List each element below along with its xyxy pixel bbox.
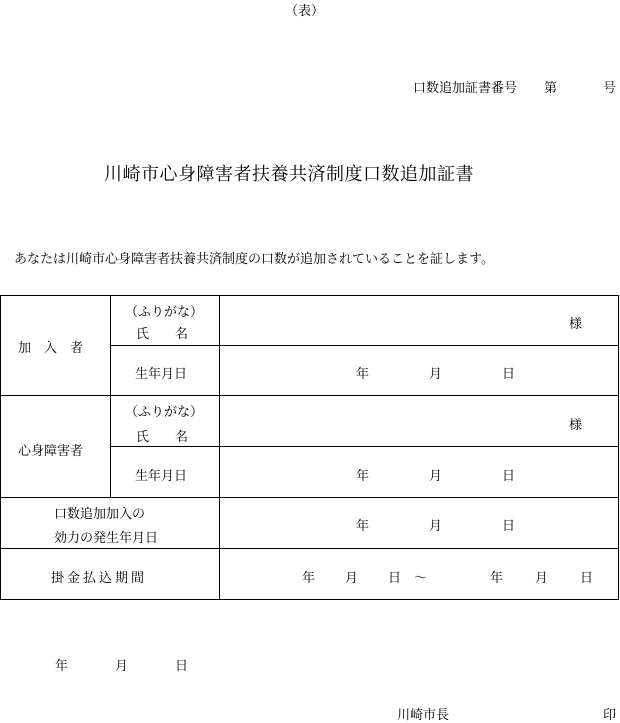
effective-label-line1: 口数追加加入の <box>54 507 146 522</box>
payment-to-year: 年 <box>490 571 504 586</box>
seal-mark: 印 <box>603 708 617 723</box>
table-line-disabled-mid <box>110 446 619 447</box>
table-line-row2 <box>0 497 619 498</box>
subscriber-dob-label: 生年月日 <box>135 367 188 382</box>
certificate-number-line <box>413 77 617 96</box>
table-line-subscriber-mid <box>110 345 619 346</box>
subscriber-group-label: 加 入 者 <box>18 341 84 356</box>
subscriber-dob-day: 日 <box>502 367 516 382</box>
table-line-row1 <box>0 395 619 396</box>
certificate-number-go: 号 <box>603 81 617 96</box>
table-line-label-divider <box>219 295 220 599</box>
certificate-table <box>0 295 619 600</box>
disabled-dob-month: 月 <box>429 469 443 484</box>
table-line-group-divider <box>110 295 111 497</box>
issue-date-year: 年 <box>55 659 69 674</box>
certificate-number-dai: 第 <box>544 81 558 96</box>
table-border-bottom <box>0 599 619 600</box>
payment-period-label: 掛金払込期間 <box>51 571 148 586</box>
mayor-title: 川崎市長 <box>397 708 450 723</box>
effective-month: 月 <box>429 519 443 534</box>
payment-from-day: 日 <box>388 571 402 586</box>
certification-statement: あなたは川崎市心身障害者扶養共済制度の口数が追加されていることを証します。 <box>14 252 494 267</box>
table-line-row3 <box>0 548 619 549</box>
table-border-left <box>0 295 1 600</box>
subscriber-name-label: 氏 名 <box>136 327 189 342</box>
side-label: （表） <box>285 4 325 19</box>
disabled-furigana-label: （ふりがな） <box>125 405 204 420</box>
table-border-top <box>0 295 619 296</box>
document-title: 川崎市心身障害者扶養共済制度口数追加証書 <box>104 164 474 185</box>
disabled-honorific: 様 <box>569 418 583 433</box>
payment-period-separator: ～ <box>414 571 428 586</box>
payment-from-month: 月 <box>345 571 359 586</box>
effective-label-line2: 効力の発生年月日 <box>54 531 159 546</box>
disabled-dob-label: 生年月日 <box>135 469 188 484</box>
certificate-number-label: 口数追加証書番号 <box>413 81 518 96</box>
subscriber-furigana-label: （ふりがな） <box>125 305 204 320</box>
disabled-dob-year: 年 <box>356 469 370 484</box>
disabled-name-label: 氏 名 <box>136 430 189 445</box>
issue-date-month: 月 <box>115 659 129 674</box>
disabled-dob-day: 日 <box>502 469 516 484</box>
issue-date-day: 日 <box>175 659 189 674</box>
payment-to-month: 月 <box>535 571 549 586</box>
effective-year: 年 <box>356 519 370 534</box>
payment-from-year: 年 <box>302 571 316 586</box>
table-border-right <box>618 295 619 600</box>
subscriber-honorific: 様 <box>569 317 583 332</box>
effective-day: 日 <box>502 519 516 534</box>
disabled-group-label: 心身障害者 <box>18 444 84 459</box>
payment-to-day: 日 <box>580 571 594 586</box>
subscriber-dob-month: 月 <box>429 367 443 382</box>
subscriber-dob-year: 年 <box>356 367 370 382</box>
